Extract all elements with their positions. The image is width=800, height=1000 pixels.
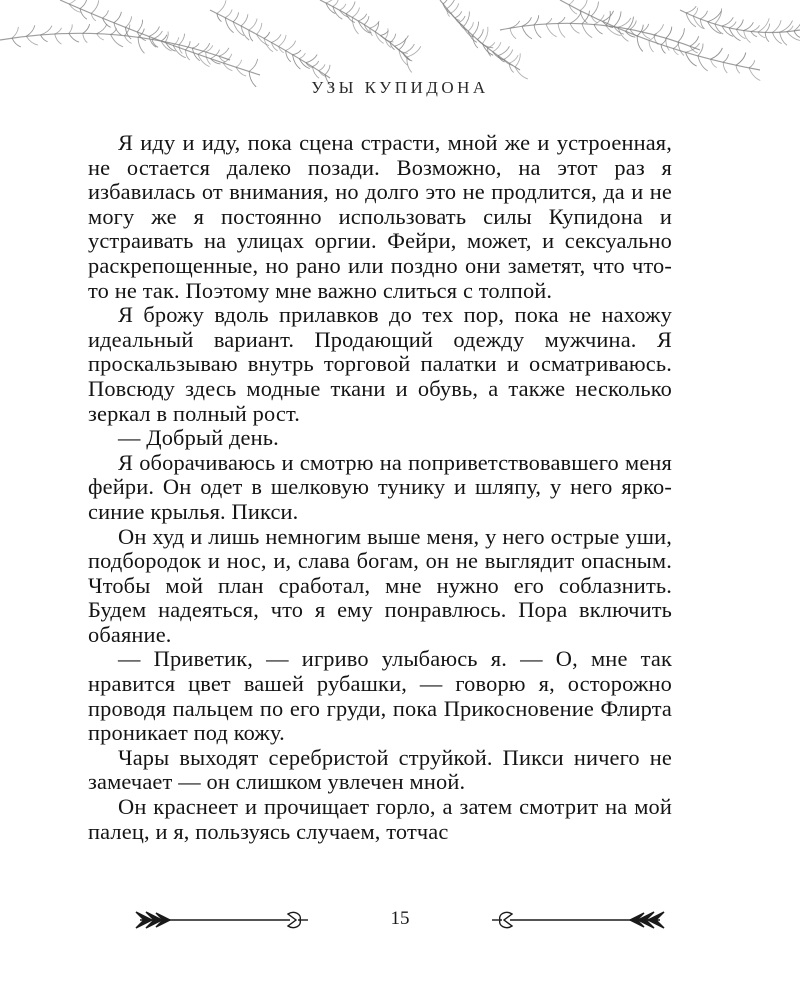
paragraph: Я иду и иду, пока сцена страсти, мной же и устроенная, не остается далеко позади. Возможно, на этот раз я избавилась от внимания, но долго это не продлится, да и не могу же я постоянно использовать силы Купидона и устраивать на улицах оргии. Фейри, может, и сексуально раскрепощенные, но рано или поздно они заметят, что что-то не так. Поэтому мне важно слиться с толпой. — [88, 130, 672, 303]
page-body — [88, 131, 672, 844]
paragraph: — Добрый день. — [118, 425, 279, 451]
paragraph: Чары выходят серебристой струйкой. Пикси ничего не замечает — он слишком увлечен мной. — [88, 744, 672, 795]
page-number: 15 — [390, 908, 410, 929]
paragraph: Он краснеет и прочищает горло, а затем смотрит на мой палец, и я, пользуясь случаем, тотчас — [88, 794, 672, 844]
running-head: УЗЫ КУПИДОНА — [311, 78, 489, 97]
paragraph: — Приветик, — игриво улыбаюсь я. — О, мне так нравится цвет вашей рубашки, — говорю я, осторожно проводя пальцем по его груди, пока Прикосновение Флирта проникает под кожу. — [88, 646, 672, 746]
paragraph: Я оборачиваюсь и смотрю на поприветствовавшего меня фейри. Он одет в шелковую тунику и шляпу, у него ярко-синие крылья. Пикси. — [88, 449, 672, 524]
paragraph: Он худ и лишь немногим выше меня, у него острые уши, подбородок и нос, и, слава богам, он не выглядит опасным. Чтобы мой план сработал, мне нужно его соблазнить. Будем надеяться, что я ему понравлюсь. Пора включить обаяние. — [88, 523, 672, 647]
paragraph: Я брожу вдоль прилавков до тех пор, пока не нахожу идеальный вариант. Продающий одежду мужчина. Я проскальзываю внутрь торговой палатки и осматриваюсь. Повсюду здесь модные ткани и обувь, а также несколько зеркал в полный рост. — [88, 302, 672, 426]
